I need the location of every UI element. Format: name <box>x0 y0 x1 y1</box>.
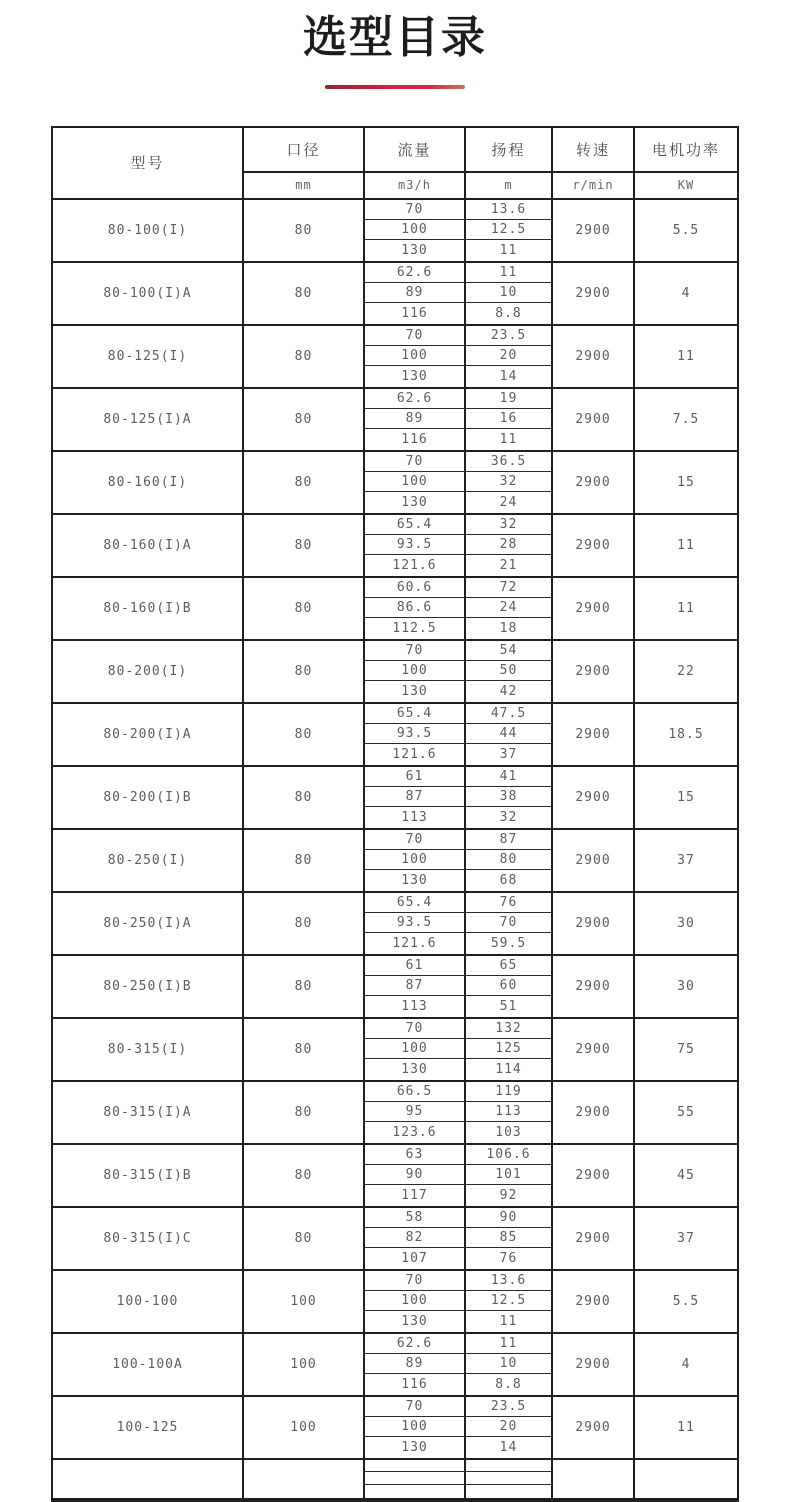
head-cell: 90 <box>466 1208 553 1228</box>
head-cell: 106.6 <box>466 1145 553 1165</box>
model-cell: 100-125 <box>53 1397 244 1458</box>
head-cell: 92 <box>466 1185 553 1205</box>
table-body <box>53 200 737 1460</box>
flow-cell: 62.6 <box>365 1334 466 1354</box>
head-cell: 54 <box>466 641 553 661</box>
flow-cell: 93.5 <box>365 913 466 933</box>
speed-cell: 2900 <box>553 1334 635 1395</box>
model-cell: 80-315(I)B <box>53 1145 244 1206</box>
speed-cell: 2900 <box>553 767 635 828</box>
table-row <box>53 1334 737 1397</box>
flow-cell: 121.6 <box>365 933 466 953</box>
table-row <box>53 326 737 389</box>
table-row <box>53 1019 737 1082</box>
head-cell: 41 <box>466 767 553 787</box>
head-cell: 103 <box>466 1122 553 1142</box>
power-cell <box>635 1460 737 1498</box>
diameter-cell: 80 <box>244 767 365 828</box>
table-header <box>53 128 737 200</box>
speed-cell: 2900 <box>553 389 635 450</box>
head-cell: 65 <box>466 956 553 976</box>
head-cell: 13.6 <box>466 200 553 220</box>
power-cell: 11 <box>677 1419 695 1435</box>
model-cell: 100-100 <box>53 1271 244 1332</box>
power-cell: 45 <box>677 1167 695 1183</box>
unit-flow: m3/h <box>365 173 466 198</box>
diameter-cell: 80 <box>244 1082 365 1143</box>
head-cell: 20 <box>466 346 553 366</box>
flow-cell: 107 <box>365 1248 466 1268</box>
head-cell: 28 <box>466 535 553 555</box>
diameter-cell: 100 <box>244 1271 365 1332</box>
table-row <box>53 263 737 326</box>
unit-speed: r/min <box>553 173 635 198</box>
flow-cell: 70 <box>365 326 466 346</box>
power-cell: 75 <box>677 1041 695 1057</box>
diameter-cell: 80 <box>244 830 365 891</box>
head-cell: 11 <box>466 240 553 260</box>
flow-cell: 113 <box>365 807 466 827</box>
flow-cell: 100 <box>365 472 466 492</box>
table-row <box>53 641 737 704</box>
flow-cell: 116 <box>365 1374 466 1394</box>
page <box>0 12 790 1475</box>
table-row <box>53 389 737 452</box>
head-cell: 32 <box>466 515 553 535</box>
flow-cell: 93.5 <box>365 535 466 555</box>
head-cell: 44 <box>466 724 553 744</box>
flow-cell: 123.6 <box>365 1122 466 1142</box>
table-row <box>53 200 737 263</box>
table-row <box>53 1271 737 1334</box>
flow-cell: 58 <box>365 1208 466 1228</box>
model-cell: 80-250(I)A <box>53 893 244 954</box>
head-cell: 32 <box>466 807 553 827</box>
head-cell: 37 <box>466 744 553 764</box>
head-cell: 8.8 <box>466 303 553 323</box>
flow-cell: 61 <box>365 956 466 976</box>
head-cell: 101 <box>466 1165 553 1185</box>
table-row <box>53 578 737 641</box>
diameter-cell: 100 <box>244 1397 365 1458</box>
power-cell: 5.5 <box>672 222 700 238</box>
flow-cell: 90 <box>365 1165 466 1185</box>
model-cell: 80-160(I)B <box>53 578 244 639</box>
head-cell: 119 <box>466 1082 553 1102</box>
table-row <box>53 1397 737 1460</box>
column-header-speed: 转速 <box>553 128 635 173</box>
table-row <box>53 767 737 830</box>
model-cell: 80-315(I)C <box>53 1208 244 1269</box>
power-cell: 37 <box>677 1230 695 1246</box>
speed-cell: 2900 <box>553 641 635 702</box>
flow-cell: 112.5 <box>365 618 466 638</box>
head-cell: 38 <box>466 787 553 807</box>
head-cell: 8.8 <box>466 1374 553 1394</box>
flow-cell: 130 <box>365 240 466 260</box>
flow-cell: 100 <box>365 346 466 366</box>
column-header-model: 型号 <box>53 128 244 198</box>
diameter-cell: 80 <box>244 1208 365 1269</box>
flow-cell: 70 <box>365 1397 466 1417</box>
unit-head: m <box>466 173 553 198</box>
flow-cell: 130 <box>365 1059 466 1079</box>
head-cell: 18 <box>466 618 553 638</box>
flow-cell: 70 <box>365 452 466 472</box>
flow-cell: 89 <box>365 1354 466 1374</box>
flow-cell: 70 <box>365 830 466 850</box>
flow-cell: 100 <box>365 220 466 240</box>
model-cell: 80-250(I)B <box>53 956 244 1017</box>
head-cell <box>466 1460 553 1473</box>
diameter-cell: 80 <box>244 1019 365 1080</box>
table-row <box>53 452 737 515</box>
flow-cell: 87 <box>365 787 466 807</box>
model-cell: 80-125(I)A <box>53 389 244 450</box>
model-cell: 80-200(I) <box>53 641 244 702</box>
power-cell: 30 <box>677 915 695 931</box>
flow-cell: 70 <box>365 200 466 220</box>
head-cell: 23.5 <box>466 326 553 346</box>
flow-cell: 130 <box>365 870 466 890</box>
flow-cell: 121.6 <box>365 555 466 575</box>
speed-cell: 2900 <box>553 704 635 765</box>
head-cell: 24 <box>466 598 553 618</box>
head-cell: 10 <box>466 1354 553 1374</box>
speed-cell: 2900 <box>553 1145 635 1206</box>
head-cell: 47.5 <box>466 704 553 724</box>
speed-cell: 2900 <box>553 1082 635 1143</box>
speed-cell: 2900 <box>553 1271 635 1332</box>
power-cell: 7.5 <box>672 411 700 427</box>
diameter-cell: 80 <box>244 893 365 954</box>
diameter-cell: 80 <box>244 956 365 1017</box>
head-cell: 76 <box>466 893 553 913</box>
head-cell: 72 <box>466 578 553 598</box>
model-cell: 80-315(I) <box>53 1019 244 1080</box>
power-cell: 30 <box>677 978 695 994</box>
diameter-cell: 80 <box>244 704 365 765</box>
model-cell: 80-100(I) <box>53 200 244 261</box>
head-cell: 51 <box>466 996 553 1016</box>
flow-cell: 116 <box>365 303 466 323</box>
head-cell: 24 <box>466 492 553 512</box>
power-cell: 4 <box>681 1356 691 1372</box>
flow-cell: 87 <box>365 976 466 996</box>
diameter-cell: 80 <box>244 200 365 261</box>
flow-cell: 62.6 <box>365 263 466 283</box>
head-cell: 87 <box>466 830 553 850</box>
head-cell: 11 <box>466 263 553 283</box>
model-cell: 80-160(I)A <box>53 515 244 576</box>
head-cell: 10 <box>466 283 553 303</box>
head-cell: 20 <box>466 1417 553 1437</box>
table-row-partial <box>53 1460 737 1500</box>
title-underline-bar <box>325 85 465 89</box>
flow-cell: 89 <box>365 283 466 303</box>
power-cell: 11 <box>677 600 695 616</box>
model-cell: 80-200(I)B <box>53 767 244 828</box>
head-cell: 36.5 <box>466 452 553 472</box>
flow-cell <box>365 1460 466 1473</box>
flow-cell: 130 <box>365 1437 466 1457</box>
unit-diameter: mm <box>244 173 365 198</box>
head-cell: 12.5 <box>466 1291 553 1311</box>
head-cell: 113 <box>466 1102 553 1122</box>
table-row <box>53 830 737 893</box>
flow-cell: 61 <box>365 767 466 787</box>
power-cell: 15 <box>677 474 695 490</box>
speed-cell: 2900 <box>553 515 635 576</box>
speed-cell: 2900 <box>553 830 635 891</box>
table-row <box>53 515 737 578</box>
head-cell: 14 <box>466 366 553 386</box>
head-cell: 23.5 <box>466 1397 553 1417</box>
diameter-cell: 80 <box>244 515 365 576</box>
flow-cell: 130 <box>365 681 466 701</box>
model-cell: 80-315(I)A <box>53 1082 244 1143</box>
speed-cell: 2900 <box>553 326 635 387</box>
flow-cell: 86.6 <box>365 598 466 618</box>
flow-cell: 65.4 <box>365 704 466 724</box>
speed-cell: 2900 <box>553 1208 635 1269</box>
flow-cell: 100 <box>365 1039 466 1059</box>
head-cell: 114 <box>466 1059 553 1079</box>
flow-cell: 70 <box>365 1271 466 1291</box>
selection-catalog-table <box>51 126 739 1502</box>
diameter-cell: 100 <box>244 1334 365 1395</box>
power-cell: 11 <box>677 348 695 364</box>
head-cell: 42 <box>466 681 553 701</box>
column-header-head: 扬程 <box>466 128 553 173</box>
diameter-cell: 80 <box>244 326 365 387</box>
flow-cell: 66.5 <box>365 1082 466 1102</box>
flow-cell: 100 <box>365 661 466 681</box>
speed-cell: 2900 <box>553 263 635 324</box>
flow-cell: 121.6 <box>365 744 466 764</box>
model-cell: 80-200(I)A <box>53 704 244 765</box>
speed-cell: 2900 <box>553 578 635 639</box>
diameter-cell: 80 <box>244 389 365 450</box>
speed-cell: 2900 <box>553 956 635 1017</box>
diameter-cell: 80 <box>244 1145 365 1206</box>
unit-power: KW <box>677 178 695 193</box>
power-cell: 22 <box>677 663 695 679</box>
speed-cell <box>553 1460 635 1498</box>
speed-cell: 2900 <box>553 1397 635 1458</box>
page-title: 选型目录 <box>303 12 487 63</box>
flow-cell: 89 <box>365 409 466 429</box>
diameter-cell: 80 <box>244 578 365 639</box>
model-cell: 80-100(I)A <box>53 263 244 324</box>
head-cell: 132 <box>466 1019 553 1039</box>
diameter-cell: 80 <box>244 641 365 702</box>
flow-cell: 130 <box>365 492 466 512</box>
flow-cell: 93.5 <box>365 724 466 744</box>
head-cell: 125 <box>466 1039 553 1059</box>
power-cell: 15 <box>677 789 695 805</box>
flow-cell: 95 <box>365 1102 466 1122</box>
head-cell: 11 <box>466 1334 553 1354</box>
head-cell <box>466 1485 553 1498</box>
model-cell: 100-100A <box>53 1334 244 1395</box>
head-cell: 60 <box>466 976 553 996</box>
flow-cell: 100 <box>365 1291 466 1311</box>
head-cell: 11 <box>466 429 553 449</box>
model-cell: 80-125(I) <box>53 326 244 387</box>
head-cell: 59.5 <box>466 933 553 953</box>
head-cell: 16 <box>466 409 553 429</box>
head-cell: 12.5 <box>466 220 553 240</box>
diameter-cell: 80 <box>244 452 365 513</box>
speed-cell: 2900 <box>553 452 635 513</box>
power-cell: 55 <box>677 1104 695 1120</box>
head-cell: 85 <box>466 1228 553 1248</box>
power-cell: 11 <box>677 537 695 553</box>
head-cell: 32 <box>466 472 553 492</box>
table-row <box>53 1208 737 1271</box>
model-cell <box>53 1460 244 1498</box>
model-cell: 80-250(I) <box>53 830 244 891</box>
flow-cell: 116 <box>365 429 466 449</box>
head-cell: 68 <box>466 870 553 890</box>
flow-cell: 70 <box>365 641 466 661</box>
head-cell: 11 <box>466 1311 553 1331</box>
head-cell: 70 <box>466 913 553 933</box>
table-row <box>53 893 737 956</box>
flow-cell: 117 <box>365 1185 466 1205</box>
flow-cell: 130 <box>365 366 466 386</box>
flow-cell: 65.4 <box>365 515 466 535</box>
flow-cell: 60.6 <box>365 578 466 598</box>
speed-cell: 2900 <box>553 893 635 954</box>
flow-cell: 100 <box>365 1417 466 1437</box>
power-cell: 18.5 <box>668 726 704 742</box>
flow-cell <box>365 1472 466 1485</box>
diameter-cell <box>244 1460 365 1498</box>
column-header-flow: 流量 <box>365 128 466 173</box>
power-cell: 5.5 <box>672 1293 700 1309</box>
flow-cell: 62.6 <box>365 389 466 409</box>
flow-cell: 70 <box>365 1019 466 1039</box>
model-cell: 80-160(I) <box>53 452 244 513</box>
flow-cell: 130 <box>365 1311 466 1331</box>
speed-cell: 2900 <box>553 200 635 261</box>
table-row <box>53 956 737 1019</box>
diameter-cell: 80 <box>244 263 365 324</box>
column-header-power: 电机功率 <box>635 128 737 173</box>
table-row <box>53 704 737 767</box>
head-cell: 76 <box>466 1248 553 1268</box>
speed-cell: 2900 <box>553 1019 635 1080</box>
column-header-diameter: 口径 <box>244 128 365 173</box>
flow-cell: 100 <box>365 850 466 870</box>
power-cell: 4 <box>681 285 691 301</box>
flow-cell: 63 <box>365 1145 466 1165</box>
flow-cell: 113 <box>365 996 466 1016</box>
flow-cell: 65.4 <box>365 893 466 913</box>
head-cell: 14 <box>466 1437 553 1457</box>
head-cell: 50 <box>466 661 553 681</box>
flow-cell: 82 <box>365 1228 466 1248</box>
table-row <box>53 1145 737 1208</box>
head-cell: 13.6 <box>466 1271 553 1291</box>
head-cell: 21 <box>466 555 553 575</box>
power-cell: 37 <box>677 852 695 868</box>
head-cell: 80 <box>466 850 553 870</box>
head-cell: 19 <box>466 389 553 409</box>
table-row <box>53 1082 737 1145</box>
head-cell <box>466 1472 553 1485</box>
flow-cell <box>365 1485 466 1498</box>
